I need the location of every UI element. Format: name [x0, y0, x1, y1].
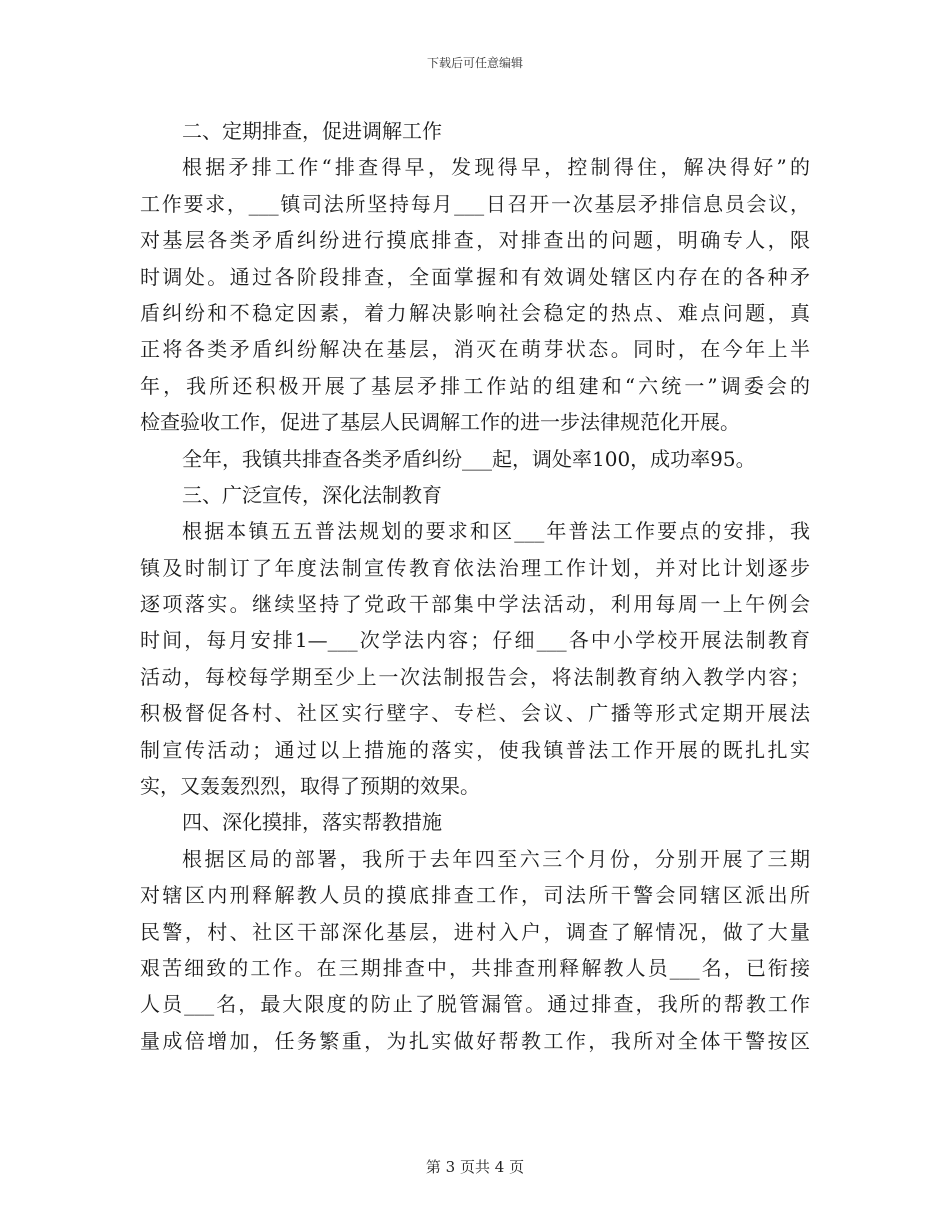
text-line: 制宣传活动；通过以上措施的落实，使我镇普法工作开展的既扎扎实	[140, 737, 810, 762]
text-line: 三、广泛宣传，深化法制教育	[182, 482, 442, 507]
text-line: 人员___名，最大限度的防止了脱管漏管。通过排查，我所的帮教工作	[140, 992, 810, 1017]
text-line: 艰苦细致的工作。在三期排查中，共排查刑释解教人员___名，已衔接	[140, 955, 810, 980]
text-line: 根据区局的部署，我所于去年四至六三个月份，分别开展了三期	[182, 846, 810, 871]
text-line: 时调处。通过各阶段排查，全面掌握和有效调处辖区内存在的各种矛	[140, 264, 810, 289]
text-line: 年，我所还积极开展了基层矛排工作站的组建和“六统一”调委会的	[140, 373, 810, 398]
text-line: 实，又轰轰烈烈，取得了预期的效果。	[140, 774, 480, 799]
text-line: 盾纠纷和不稳定因素，着力解决影响社会稳定的热点、难点问题，真	[140, 300, 810, 325]
text-line: 民警，村、社区干部深化基层，进村入户，调查了解情况，做了大量	[140, 919, 810, 944]
text-line: 根据本镇五五普法规划的要求和区___年普法工作要点的安排，我	[182, 519, 810, 544]
document-body	[140, 113, 810, 1059]
page-footer: 第 3 页共 4 页	[425, 1158, 525, 1176]
text-line: 对基层各类矛盾纠纷进行摸底排查，对排查出的问题，明确专人，限	[140, 228, 810, 253]
text-line: 对辖区内刑释解教人员的摸底排查工作，司法所干警会同辖区派出所	[140, 883, 810, 908]
text-line: 全年，我镇共排查各类矛盾纠纷___起，调处率100，成功率95。	[182, 446, 756, 471]
text-line: 逐项落实。继续坚持了党政干部集中学法活动，利用每周一上午例会	[140, 592, 810, 617]
text-line: 根据矛排工作“排查得早，发现得早，控制得住，解决得好”的	[182, 155, 810, 180]
text-line: 四、深化摸排，落实帮教措施	[182, 810, 442, 835]
text-line: 积极督促各村、社区实行壁字、专栏、会议、广播等形式定期开展法	[140, 701, 810, 726]
text-line: 检查验收工作，促进了基层人民调解工作的进一步法律规范化开展。	[140, 410, 740, 435]
text-line: 量成倍增加，任务繁重，为扎实做好帮教工作，我所对全体干警按区	[140, 1028, 810, 1053]
text-line: 时间，每月安排1—___次学法内容；仔细___各中小学校开展法制教育	[140, 628, 810, 653]
text-line: 镇及时制订了年度法制宣传教育依法治理工作计划，并对比计划逐步	[140, 555, 810, 580]
text-line: 正将各类矛盾纠纷解决在基层，消灭在萌芽状态。同时，在今年上半	[140, 337, 810, 362]
text-line: 活动，每校每学期至少上一次法制报告会，将法制教育纳入教学内容；	[140, 664, 810, 689]
page-header: 下载后可任意编辑	[426, 56, 523, 70]
text-line: 二、定期排查，促进调解工作	[182, 119, 442, 143]
text-line: 工作要求，___镇司法所坚持每月___日召开一次基层矛排信息员会议，	[140, 191, 810, 216]
